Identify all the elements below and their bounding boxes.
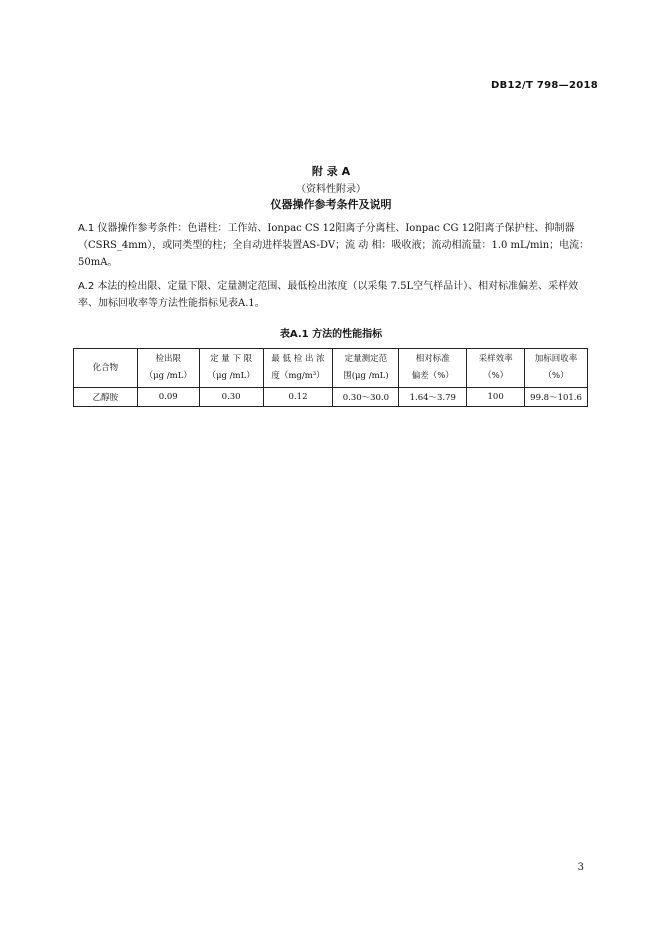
header-detection-limit: 检出限 （μg /mL） — [137, 349, 199, 388]
paragraph-a1 — [78, 220, 598, 271]
cell-recovery: 99.8～101.6 — [525, 388, 588, 407]
performance-table — [73, 348, 588, 407]
table-caption: 表A.1 方法的性能指标 — [279, 329, 383, 340]
paragraph-a1-label: A.1 — [78, 223, 95, 234]
appendix-heading: 仪器操作参考条件及说明 — [270, 198, 392, 211]
cell-compound: 乙醇胺 — [74, 388, 138, 407]
appendix-subtitle: （资料性附录） — [296, 184, 366, 195]
paragraph-a2-text: 本法的检出限、定量下限、定量测定范围、最低检出浓度（以采集 7.5L空气样品计）、相对标准偏差、采样效率、加标回收率等方法性能指标见表A.1。 — [78, 281, 579, 309]
paragraph-a1-text: 仪器操作参考条件：色谱柱：工作站、Ionpac CS 12阳离子分离柱、Ionpac CG 12阳离子保护柱、抑制器（CSRS_4mm），或同类型的柱；全自动进样装置AS-DV；流 动 相：吸收液；流动相流量：1.0 mL/min；电流： 50mA。 — [78, 223, 590, 268]
header-min-detection-concentration: 最 低 检 出 浓 度（mg/m³） — [263, 349, 333, 388]
page-number: 3 — [577, 862, 584, 873]
cell-quantitation-limit: 0.30 — [199, 388, 263, 407]
header-compound: 化合物 — [74, 349, 138, 388]
header-rsd: 相对标准 偏差（%） — [399, 349, 467, 388]
cell-sampling-efficiency: 100 — [467, 388, 525, 407]
table-row — [74, 388, 588, 407]
header-recovery: 加标回收率 （%） — [525, 349, 588, 388]
table-header-row — [74, 349, 588, 388]
document-id-header: DB12/T 798—2018 — [491, 80, 598, 91]
header-sampling-efficiency: 采样效率 （%） — [467, 349, 525, 388]
cell-detection-limit: 0.09 — [137, 388, 199, 407]
header-quantitation-limit: 定 量 下 限 （μg /mL） — [199, 349, 263, 388]
cell-quantitation-range: 0.30～30.0 — [333, 388, 399, 407]
appendix-title: 附 录 A — [311, 165, 351, 178]
header-quantitation-range: 定量测定范 围(μg /mL) — [333, 349, 399, 388]
cell-rsd: 1.64～3.79 — [399, 388, 467, 407]
cell-min-detection-concentration: 0.12 — [263, 388, 333, 407]
paragraph-a2-label: A.2 — [78, 281, 95, 292]
paragraph-a2 — [78, 278, 598, 312]
